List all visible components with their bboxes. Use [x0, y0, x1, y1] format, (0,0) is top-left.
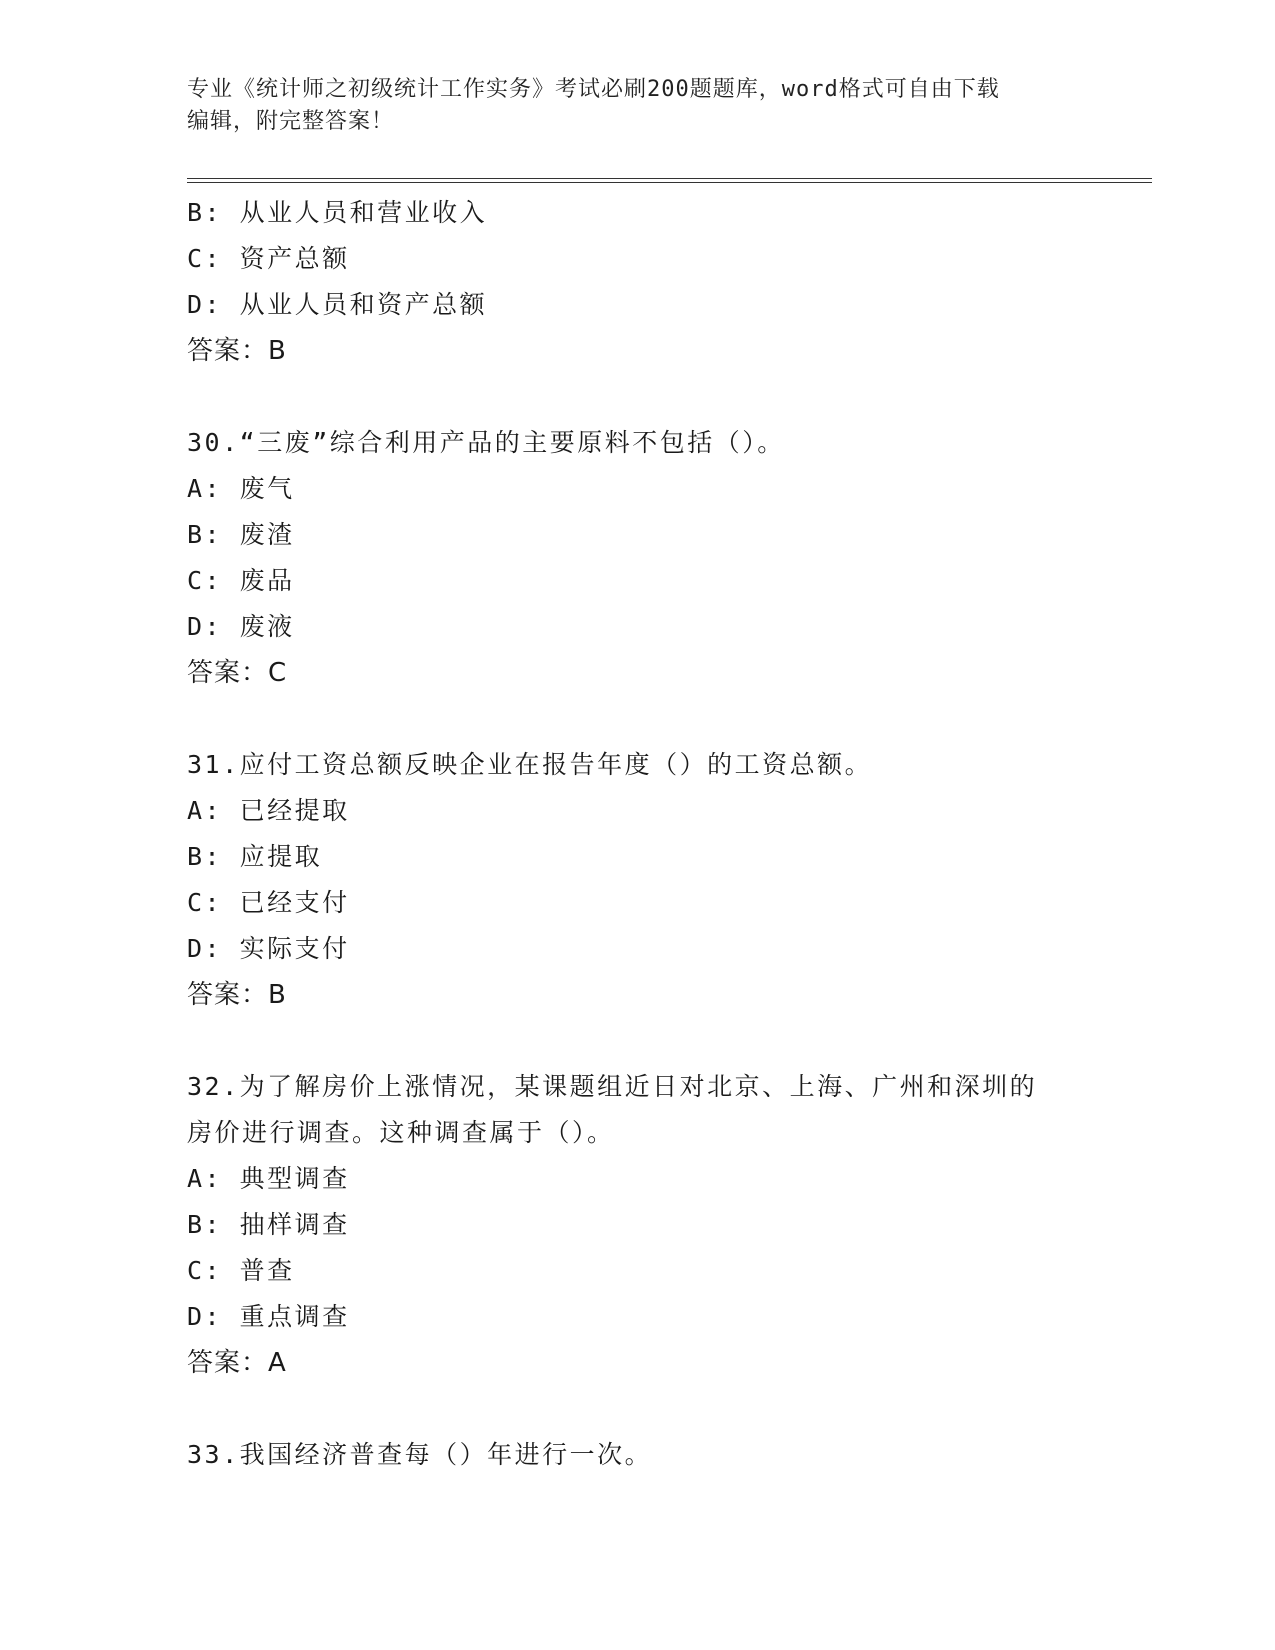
- answer-line: 答案：C: [187, 658, 288, 688]
- question-stem-line-1: 32.为了解房价上涨情况，某课题组近日对北京、上海、广州和深圳的: [187, 1072, 1038, 1101]
- option-b: B: 抽样调查: [187, 1210, 350, 1239]
- header-line-2: 编辑，附完整答案！: [187, 109, 395, 134]
- option-c: C: 普查: [187, 1256, 295, 1285]
- option-a: A: 典型调查: [187, 1164, 350, 1193]
- option-d: D: 实际支付: [187, 934, 350, 963]
- document-header: [187, 74, 1067, 138]
- option-a: A: 废气: [187, 474, 295, 503]
- header-divider-top: [187, 178, 1152, 179]
- question-block-32: [187, 1064, 1087, 1386]
- spacer: [187, 1018, 1087, 1064]
- option-d: D: 重点调查: [187, 1302, 350, 1331]
- answer-line: 答案：B: [187, 980, 287, 1010]
- option-c: C: 废品: [187, 566, 295, 595]
- question-list: [187, 190, 1087, 1478]
- option-b: B: 废渣: [187, 520, 295, 549]
- header-line-1: 专业《统计师之初级统计工作实务》考试必刷200题题库，word格式可自由下载: [187, 77, 1000, 102]
- option-c: C: 已经支付: [187, 888, 350, 917]
- header-divider-bottom: [187, 182, 1152, 183]
- spacer: [187, 1386, 1087, 1432]
- spacer: [187, 696, 1087, 742]
- question-block-prev: [187, 190, 1087, 374]
- question-stem-line-2: 房价进行调查。这种调查属于（）。: [187, 1118, 615, 1147]
- option-a: A: 已经提取: [187, 796, 350, 825]
- answer-line: 答案：A: [187, 1348, 287, 1378]
- option-c: C: 资产总额: [187, 244, 350, 273]
- spacer: [187, 374, 1087, 420]
- option-b: B: 应提取: [187, 842, 323, 871]
- answer-line: 答案：B: [187, 336, 287, 366]
- question-stem: 31.应付工资总额反映企业在报告年度（）的工资总额。: [187, 750, 873, 779]
- option-d: D: 从业人员和资产总额: [187, 290, 488, 319]
- option-d: D: 废液: [187, 612, 295, 641]
- question-stem: 30.“三废”综合利用产品的主要原料不包括（）。: [187, 428, 785, 457]
- question-stem: 33.我国经济普查每（）年进行一次。: [187, 1440, 653, 1469]
- option-b: B: 从业人员和营业收入: [187, 198, 488, 227]
- question-block-30: [187, 420, 1087, 696]
- question-block-33: [187, 1432, 1087, 1478]
- question-block-31: [187, 742, 1087, 1018]
